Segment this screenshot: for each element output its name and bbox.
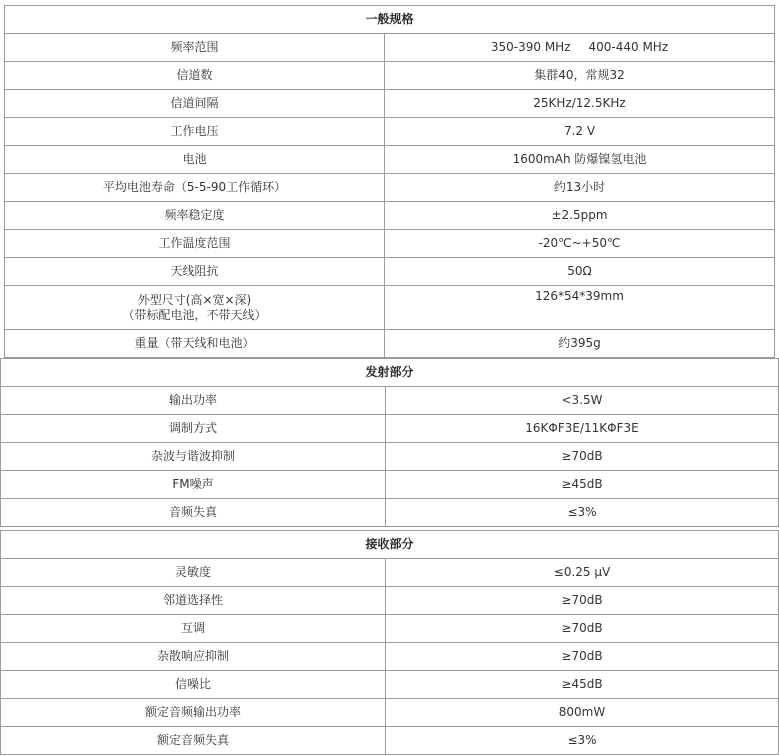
spec-name: 电池 (5, 146, 385, 174)
spec-value: ≥70dB (386, 587, 779, 615)
table-row (5, 90, 775, 118)
spec-value: ≤3% (386, 499, 779, 527)
spec-value: ≥70dB (386, 615, 779, 643)
table-row (5, 174, 775, 202)
spec-value: 1600mAh 防爆镍氢电池 (385, 146, 775, 174)
spec-name: 额定音频失真 (1, 727, 386, 755)
spec-value: ≤3% (386, 727, 779, 755)
table-row (1, 415, 779, 443)
table-row (5, 34, 775, 62)
table-row (1, 471, 779, 499)
table-row (1, 387, 779, 415)
table-row (1, 443, 779, 471)
table-row (1, 643, 779, 671)
spec-value: ≤0.25 μV (386, 559, 779, 587)
spec-name: 频率范围 (5, 34, 385, 62)
transmitter-specs-table (0, 358, 779, 527)
table-row (5, 286, 775, 330)
spec-name: 灵敏度 (1, 559, 386, 587)
spec-name: 天线阻抗 (5, 258, 385, 286)
table-row (1, 727, 779, 755)
table-row (1, 615, 779, 643)
spec-name: FM噪声 (1, 471, 386, 499)
section-header-receiver: 接收部分 (1, 531, 779, 559)
table-row (1, 559, 779, 587)
table-row (5, 62, 775, 90)
section-header-transmitter: 发射部分 (1, 359, 779, 387)
spec-name: 杂散响应抑制 (1, 643, 386, 671)
spec-name: 信噪比 (1, 671, 386, 699)
spec-name: 信道数 (5, 62, 385, 90)
spec-name: 工作温度范围 (5, 230, 385, 258)
spec-name: 工作电压 (5, 118, 385, 146)
spec-value: ≥45dB (386, 471, 779, 499)
spec-value: 50Ω (385, 258, 775, 286)
spec-name: 频率稳定度 (5, 202, 385, 230)
spec-name-note: （带标配电池，不带天线） (122, 307, 267, 322)
spec-value: ±2.5ppm (385, 202, 775, 230)
spec-value: ≥70dB (386, 443, 779, 471)
spec-name: 音频失真 (1, 499, 386, 527)
spec-name: 互调 (1, 615, 386, 643)
table-row (1, 671, 779, 699)
general-specs-table (4, 5, 775, 358)
spec-name (5, 286, 385, 330)
spec-value: 约13小时 (385, 174, 775, 202)
spec-value: <3.5W (386, 387, 779, 415)
table-row (5, 230, 775, 258)
spec-name: 杂波与谐波抑制 (1, 443, 386, 471)
spec-name: 邻道选择性 (1, 587, 386, 615)
spec-value-band-b: 400-440 MHz (588, 40, 669, 54)
table-row (5, 258, 775, 286)
table-row (1, 499, 779, 527)
spec-value: 126*54*39mm (385, 286, 775, 330)
spec-value: 集群40，常规32 (385, 62, 775, 90)
table-row (1, 699, 779, 727)
spec-name: 重量（带天线和电池） (5, 330, 385, 358)
receiver-specs-table (0, 530, 779, 755)
spec-name-line: 外型尺寸(高×宽×深) (137, 292, 252, 307)
spec-value-band-a: 350-390 MHz (490, 40, 571, 54)
spec-value: ≥70dB (386, 643, 779, 671)
table-row (5, 146, 775, 174)
spec-value: 约395g (385, 330, 775, 358)
spec-name: 平均电池寿命（5-5-90工作循环） (5, 174, 385, 202)
table-row (5, 202, 775, 230)
spec-name: 信道间隔 (5, 90, 385, 118)
table-row (5, 330, 775, 358)
spec-value: -20℃~+50℃ (385, 230, 775, 258)
spec-value: 7.2 V (385, 118, 775, 146)
spec-name: 输出功率 (1, 387, 386, 415)
spec-value: ≥45dB (386, 671, 779, 699)
spec-value: 16KΦF3E/11KΦF3E (386, 415, 779, 443)
section-header-general: 一般规格 (5, 6, 775, 34)
spec-value: 800mW (386, 699, 779, 727)
spec-name: 调制方式 (1, 415, 386, 443)
spec-value (385, 34, 775, 62)
table-row (5, 118, 775, 146)
spec-value: 25KHz/12.5KHz (385, 90, 775, 118)
spec-name: 额定音频输出功率 (1, 699, 386, 727)
table-row (1, 587, 779, 615)
